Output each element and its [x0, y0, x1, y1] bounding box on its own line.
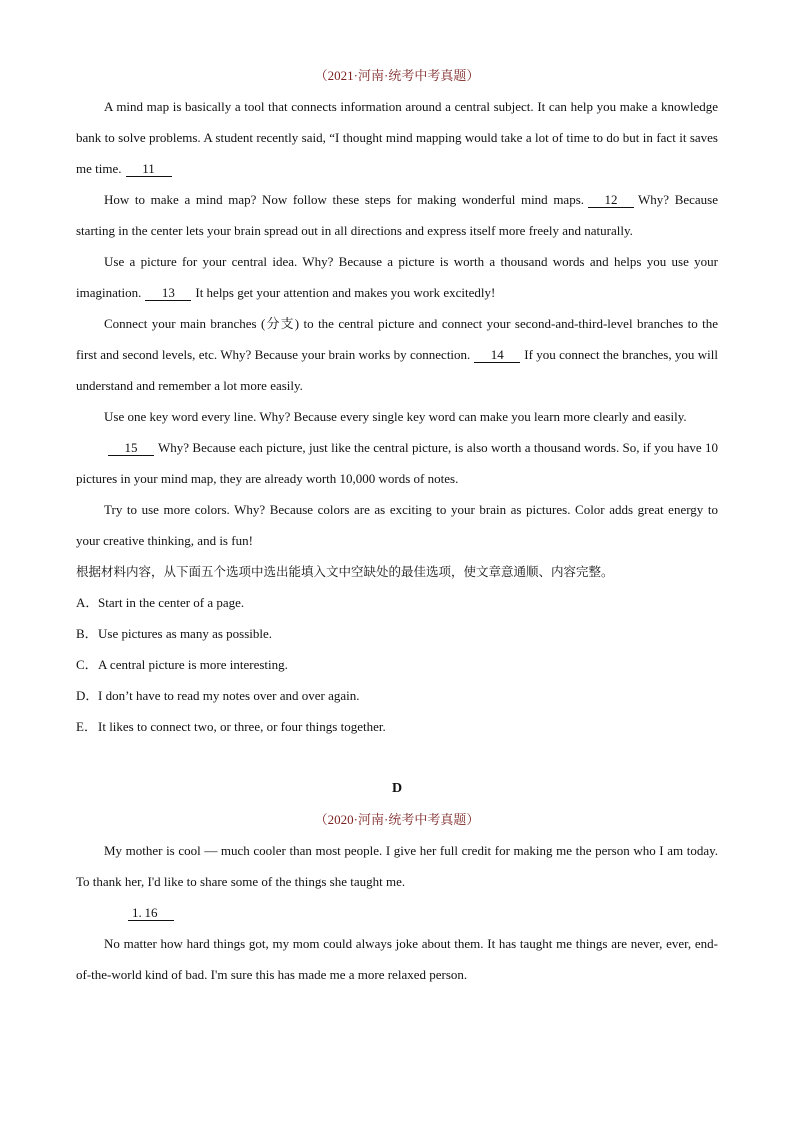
document-page [76, 60, 718, 990]
option-letter: D． [76, 688, 99, 703]
blank-14[interactable]: 14 [474, 347, 520, 363]
options-list [76, 587, 718, 742]
paragraph-3 [76, 246, 718, 308]
paragraph-2-before: How to make a mind map? Now follow these steps for making wonderful mind maps. [104, 192, 585, 207]
blank-15[interactable]: 15 [108, 440, 154, 456]
paragraph-3-before: Use a picture for your central idea. Why? Because a picture is worth a thousand words and helps you use your imagination. [76, 254, 718, 300]
option-text: Start in the center of a page. [98, 595, 245, 610]
numbered-item-1 [76, 897, 718, 928]
option-text: I don’t have to read my notes over and over again. [98, 688, 360, 703]
option-c[interactable] [76, 649, 718, 680]
option-b[interactable] [76, 618, 718, 649]
paragraph-2-after: Why? Because starting in the center lets your brain spread out in all directions and express itself more freely and naturally. [76, 192, 719, 238]
paragraph-1 [76, 91, 718, 184]
paragraph-4-before: Connect your main branches (分支) to the central picture and connect your second-and-third-level branches to the first and second levels, etc. Why? Because your brain works by connection. [76, 316, 718, 362]
item-number: 1. [132, 905, 142, 920]
option-text: Use pictures as many as possible. [98, 626, 273, 641]
option-letter: C． [76, 657, 98, 672]
blank-12[interactable]: 12 [588, 192, 634, 208]
option-letter: B． [76, 626, 98, 641]
blank-13[interactable]: 13 [145, 285, 191, 301]
paragraph-5: Use one key word every line. Why? Because every single key word can make you learn more clearly and easily. [104, 409, 687, 424]
paragraph-d1: My mother is cool — much cooler than most people. I give her full credit for making me the person who I am today. To thank her, I'd like to share some of the things she taught me. [76, 843, 718, 889]
source-note-2020: （2020·河南·统考中考真题） [314, 812, 480, 827]
paragraph-1-text: A mind map is basically a tool that connects information around a central subject. It can help you make a knowledge bank to solve problems. A student recently said, “I thought mind mapping would take a lot of time to do but in fact it saves me time. [76, 99, 718, 176]
option-letter: E． [76, 719, 97, 734]
option-a[interactable] [76, 587, 718, 618]
paragraph-7: Try to use more colors. Why? Because colors are as exciting to your brain as pictures. Color adds great energy to your creative thinking, and is fun! [76, 502, 718, 548]
option-e[interactable] [76, 711, 718, 742]
blank-16[interactable]: 16 [128, 905, 174, 921]
paragraph-3-after: It helps get your attention and makes you work excitedly! [195, 285, 496, 300]
option-letter: A． [76, 595, 99, 610]
paragraph-4 [76, 308, 718, 401]
section-heading-d: D [391, 781, 403, 796]
option-text: A central picture is more interesting. [98, 657, 288, 672]
paragraph-6 [76, 432, 718, 494]
paragraph-4-after: If you connect the branches, you will understand and remember a lot more easily. [76, 347, 718, 393]
option-d[interactable] [76, 680, 718, 711]
paragraph-d2: No matter how hard things got, my mom could always joke about them. It has taught me things are never, ever, end-of-the-world kind of bad. I'm sure this has made me a more relaxed person. [76, 936, 718, 982]
blank-11[interactable]: 11 [126, 161, 172, 177]
source-note-2021: （2021·河南·统考中考真题） [314, 68, 480, 83]
option-text: It likes to connect two, or three, or four things together. [98, 719, 386, 734]
instruction-text: 根据材料内容，从下面五个选项中选出能填入文中空缺处的最佳选项，使文章意通顺、内容完整。 [76, 564, 614, 579]
paragraph-6-after: Why? Because each picture, just like the central picture, is also worth a thousand words. So, if you have 10 pictures in your mind map, they are already worth 10,000 words of notes. [76, 440, 718, 486]
paragraph-2 [76, 184, 718, 246]
